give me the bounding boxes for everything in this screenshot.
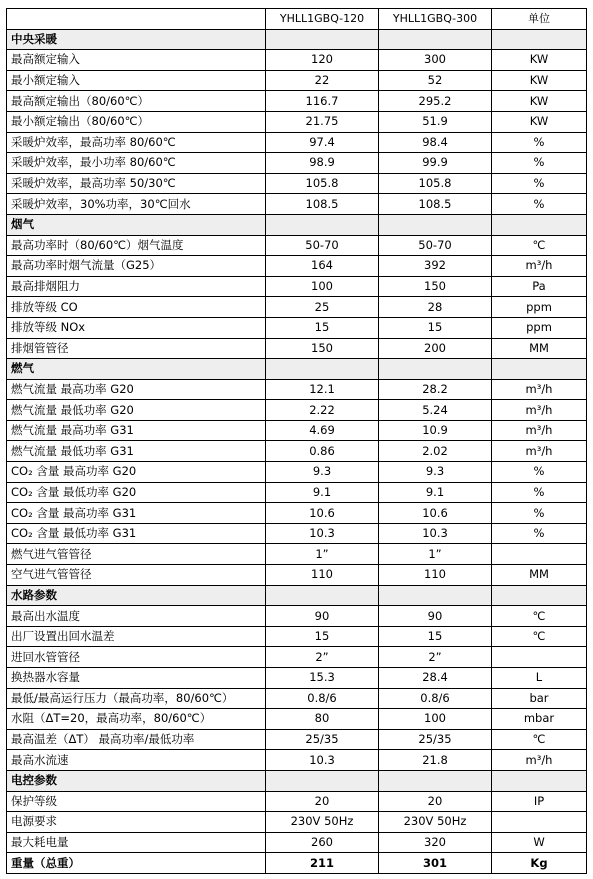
value-model-120: 230V 50Hz xyxy=(266,812,379,833)
value-model-120: 9.1 xyxy=(266,482,379,503)
table-row xyxy=(7,688,587,709)
section-title: 中央采暖 xyxy=(7,29,266,50)
param-label: 最低/最高运行压力（最高功率，80/60℃） xyxy=(7,688,266,709)
unit-cell: KW xyxy=(492,50,587,71)
value-model-120: 98.9 xyxy=(266,153,379,174)
table-row xyxy=(7,812,587,833)
table-row xyxy=(7,462,587,483)
param-label: 燃气流量 最低功率 G31 xyxy=(7,441,266,462)
unit-cell: % xyxy=(492,173,587,194)
value-model-300: 320 xyxy=(379,832,492,853)
section-title: 水路参数 xyxy=(7,585,266,606)
value-model-300: 2.02 xyxy=(379,441,492,462)
unit-cell: MM xyxy=(492,338,587,359)
section-empty-cell xyxy=(379,770,492,791)
value-model-300: 108.5 xyxy=(379,194,492,215)
table-row xyxy=(7,606,587,627)
unit-cell: Pa xyxy=(492,276,587,297)
value-model-300: 15 xyxy=(379,626,492,647)
unit-cell: m³/h xyxy=(492,750,587,771)
section-empty-cell xyxy=(266,585,379,606)
table-row xyxy=(7,544,587,565)
section-title: 燃气 xyxy=(7,359,266,380)
unit-cell: KW xyxy=(492,91,587,112)
value-model-120: 9.3 xyxy=(266,462,379,483)
section-title: 烟气 xyxy=(7,214,266,235)
table-row xyxy=(7,503,587,524)
table-row xyxy=(7,297,587,318)
value-model-300: 25/35 xyxy=(379,729,492,750)
param-label: 空气进气管管径 xyxy=(7,565,266,586)
value-model-120: 150 xyxy=(266,338,379,359)
value-model-300: 9.1 xyxy=(379,482,492,503)
unit-cell: % xyxy=(492,523,587,544)
param-label: 最高功率时烟气流量（G25） xyxy=(7,256,266,277)
value-model-300: 10.6 xyxy=(379,503,492,524)
table-row xyxy=(7,70,587,91)
table-row xyxy=(7,153,587,174)
param-label: 最高出水温度 xyxy=(7,606,266,627)
unit-cell: mbar xyxy=(492,709,587,730)
param-label: 电源要求 xyxy=(7,812,266,833)
section-header-row xyxy=(7,585,587,606)
table-row xyxy=(7,709,587,730)
unit-cell: W xyxy=(492,832,587,853)
section-empty-cell xyxy=(379,214,492,235)
value-model-120: 164 xyxy=(266,256,379,277)
param-label: 燃气流量 最高功率 G31 xyxy=(7,420,266,441)
table-row xyxy=(7,317,587,338)
param-label: 燃气流量 最低功率 G20 xyxy=(7,400,266,421)
unit-cell xyxy=(492,647,587,668)
table-row xyxy=(7,729,587,750)
section-empty-cell xyxy=(492,585,587,606)
param-label: 最高额定输入 xyxy=(7,50,266,71)
section-empty-cell xyxy=(492,359,587,380)
table-row xyxy=(7,50,587,71)
param-label: 最小额定输入 xyxy=(7,70,266,91)
section-header-row xyxy=(7,359,587,380)
value-model-120: 20 xyxy=(266,791,379,812)
value-model-120: 10.3 xyxy=(266,523,379,544)
table-row xyxy=(7,400,587,421)
value-model-300: 100 xyxy=(379,709,492,730)
param-label: 采暖炉效率，最高功率 50/30℃ xyxy=(7,173,266,194)
param-label: 最小额定输出（80/60℃） xyxy=(7,111,266,132)
param-label: 最大耗电量 xyxy=(7,832,266,853)
unit-cell: % xyxy=(492,482,587,503)
value-model-300: 150 xyxy=(379,276,492,297)
param-label: 换热器水容量 xyxy=(7,668,266,689)
value-model-120: 15 xyxy=(266,626,379,647)
value-model-120: 4.69 xyxy=(266,420,379,441)
value-model-120: 0.8/6 xyxy=(266,688,379,709)
table-row xyxy=(7,853,587,874)
table-row xyxy=(7,338,587,359)
header-row xyxy=(7,9,587,30)
unit-cell: % xyxy=(492,153,587,174)
table-row xyxy=(7,256,587,277)
value-model-120: 120 xyxy=(266,50,379,71)
value-model-300: 51.9 xyxy=(379,111,492,132)
table-row xyxy=(7,111,587,132)
value-model-300: 301 xyxy=(379,853,492,874)
section-empty-cell xyxy=(492,214,587,235)
value-model-300: 28.4 xyxy=(379,668,492,689)
value-model-300: 2” xyxy=(379,647,492,668)
param-label: 最高额定输出（80/60℃） xyxy=(7,91,266,112)
section-empty-cell xyxy=(379,585,492,606)
value-model-300: 105.8 xyxy=(379,173,492,194)
unit-cell: m³/h xyxy=(492,400,587,421)
value-model-300: 1” xyxy=(379,544,492,565)
value-model-120: 15 xyxy=(266,317,379,338)
value-model-120: 90 xyxy=(266,606,379,627)
unit-cell: ppm xyxy=(492,297,587,318)
unit-cell: ℃ xyxy=(492,606,587,627)
unit-cell xyxy=(492,812,587,833)
param-label: 最高水流速 xyxy=(7,750,266,771)
value-model-300: 99.9 xyxy=(379,153,492,174)
param-label: 水阻（ΔT=20，最高功率，80/60℃） xyxy=(7,709,266,730)
value-model-120: 10.3 xyxy=(266,750,379,771)
param-label: 最高排烟阻力 xyxy=(7,276,266,297)
value-model-300: 230V 50Hz xyxy=(379,812,492,833)
value-model-300: 0.8/6 xyxy=(379,688,492,709)
unit-cell: ℃ xyxy=(492,235,587,256)
table-row xyxy=(7,565,587,586)
section-header-row xyxy=(7,29,587,50)
section-empty-cell xyxy=(379,359,492,380)
param-label: 排放等级 CO xyxy=(7,297,266,318)
unit-cell: IP xyxy=(492,791,587,812)
table-row xyxy=(7,91,587,112)
unit-cell: KW xyxy=(492,111,587,132)
value-model-300: 300 xyxy=(379,50,492,71)
value-model-300: 295.2 xyxy=(379,91,492,112)
value-model-300: 28.2 xyxy=(379,379,492,400)
table-row xyxy=(7,668,587,689)
table-row xyxy=(7,832,587,853)
table-row xyxy=(7,523,587,544)
section-empty-cell xyxy=(266,770,379,791)
section-header-row xyxy=(7,770,587,791)
table-row xyxy=(7,132,587,153)
table-row xyxy=(7,235,587,256)
spec-table xyxy=(6,8,587,874)
section-empty-cell xyxy=(266,214,379,235)
value-model-120: 80 xyxy=(266,709,379,730)
unit-cell: MM xyxy=(492,565,587,586)
value-model-120: 50-70 xyxy=(266,235,379,256)
param-label: 保护等级 xyxy=(7,791,266,812)
param-label: 最高温差（ΔT） 最高功率/最低功率 xyxy=(7,729,266,750)
value-model-300: 10.3 xyxy=(379,523,492,544)
table-row xyxy=(7,750,587,771)
value-model-300: 5.24 xyxy=(379,400,492,421)
unit-cell: m³/h xyxy=(492,379,587,400)
unit-cell: m³/h xyxy=(492,256,587,277)
param-label: 采暖炉效率，最小功率 80/60℃ xyxy=(7,153,266,174)
table-row xyxy=(7,626,587,647)
param-label: CO₂ 含量 最高功率 G20 xyxy=(7,462,266,483)
param-label: 采暖炉效率，30%功率，30℃回水 xyxy=(7,194,266,215)
header-unit: 单位 xyxy=(492,9,587,30)
value-model-120: 108.5 xyxy=(266,194,379,215)
value-model-120: 12.1 xyxy=(266,379,379,400)
value-model-300: 200 xyxy=(379,338,492,359)
value-model-120: 0.86 xyxy=(266,441,379,462)
spec-table-body xyxy=(7,9,587,874)
value-model-120: 22 xyxy=(266,70,379,91)
section-empty-cell xyxy=(492,770,587,791)
value-model-120: 100 xyxy=(266,276,379,297)
unit-cell xyxy=(492,544,587,565)
value-model-120: 15.3 xyxy=(266,668,379,689)
value-model-300: 15 xyxy=(379,317,492,338)
unit-cell: L xyxy=(492,668,587,689)
value-model-300: 28 xyxy=(379,297,492,318)
value-model-120: 2.22 xyxy=(266,400,379,421)
unit-cell: bar xyxy=(492,688,587,709)
value-model-120: 110 xyxy=(266,565,379,586)
value-model-300: 110 xyxy=(379,565,492,586)
header-model-300: YHLL1GBQ-300 xyxy=(379,9,492,30)
value-model-120: 2” xyxy=(266,647,379,668)
value-model-300: 50-70 xyxy=(379,235,492,256)
header-label-cell xyxy=(7,9,266,30)
param-label: 出厂设置出回水温差 xyxy=(7,626,266,647)
table-row xyxy=(7,647,587,668)
table-row xyxy=(7,441,587,462)
value-model-300: 21.8 xyxy=(379,750,492,771)
param-label: CO₂ 含量 最低功率 G20 xyxy=(7,482,266,503)
value-model-120: 116.7 xyxy=(266,91,379,112)
table-row xyxy=(7,276,587,297)
value-model-120: 97.4 xyxy=(266,132,379,153)
section-header-row xyxy=(7,214,587,235)
unit-cell: ℃ xyxy=(492,626,587,647)
header-model-120: YHLL1GBQ-120 xyxy=(266,9,379,30)
section-empty-cell xyxy=(266,359,379,380)
value-model-120: 10.6 xyxy=(266,503,379,524)
section-empty-cell xyxy=(379,29,492,50)
unit-cell: KW xyxy=(492,70,587,91)
value-model-120: 1” xyxy=(266,544,379,565)
unit-cell: ℃ xyxy=(492,729,587,750)
param-label: 重量（总重） xyxy=(7,853,266,874)
table-row xyxy=(7,791,587,812)
unit-cell: ppm xyxy=(492,317,587,338)
value-model-300: 52 xyxy=(379,70,492,91)
unit-cell: % xyxy=(492,194,587,215)
section-empty-cell xyxy=(492,29,587,50)
param-label: 燃气进气管管径 xyxy=(7,544,266,565)
table-row xyxy=(7,173,587,194)
value-model-300: 90 xyxy=(379,606,492,627)
param-label: 燃气流量 最高功率 G20 xyxy=(7,379,266,400)
unit-cell: Kg xyxy=(492,853,587,874)
param-label: CO₂ 含量 最高功率 G31 xyxy=(7,503,266,524)
unit-cell: m³/h xyxy=(492,420,587,441)
table-row xyxy=(7,379,587,400)
unit-cell: m³/h xyxy=(492,441,587,462)
unit-cell: % xyxy=(492,503,587,524)
value-model-120: 25/35 xyxy=(266,729,379,750)
value-model-120: 25 xyxy=(266,297,379,318)
value-model-120: 21.75 xyxy=(266,111,379,132)
value-model-300: 392 xyxy=(379,256,492,277)
table-row xyxy=(7,482,587,503)
param-label: 排放等级 NOx xyxy=(7,317,266,338)
param-label: 采暖炉效率，最高功率 80/60℃ xyxy=(7,132,266,153)
value-model-300: 98.4 xyxy=(379,132,492,153)
table-row xyxy=(7,420,587,441)
section-title: 电控参数 xyxy=(7,770,266,791)
unit-cell: % xyxy=(492,462,587,483)
param-label: 进回水管管径 xyxy=(7,647,266,668)
value-model-120: 105.8 xyxy=(266,173,379,194)
table-row xyxy=(7,194,587,215)
value-model-300: 9.3 xyxy=(379,462,492,483)
value-model-300: 20 xyxy=(379,791,492,812)
value-model-120: 211 xyxy=(266,853,379,874)
value-model-300: 10.9 xyxy=(379,420,492,441)
param-label: 排烟管管径 xyxy=(7,338,266,359)
section-empty-cell xyxy=(266,29,379,50)
param-label: CO₂ 含量 最低功率 G31 xyxy=(7,523,266,544)
value-model-120: 260 xyxy=(266,832,379,853)
unit-cell: % xyxy=(492,132,587,153)
param-label: 最高功率时（80/60℃）烟气温度 xyxy=(7,235,266,256)
